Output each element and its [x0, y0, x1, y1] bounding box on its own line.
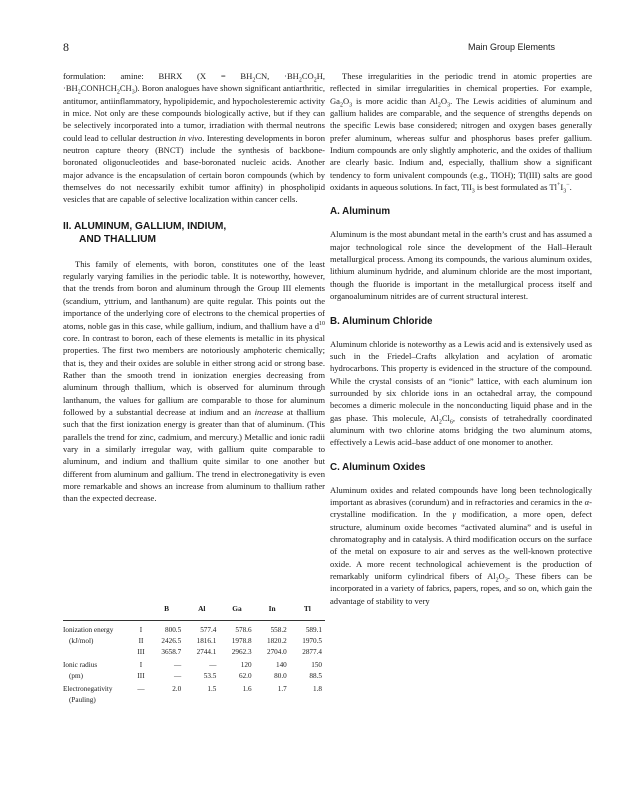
- paragraph-irregularities: These irregularities in the periodic trend in atomic properties are reflected in similar irregularities in chemical properties. For example, $Ga_2O_3$ is more acidic than $Al_2O_3$. The Lewis acidities of aluminum and gallium halides are comparable, and the sequence of strengths depends on the specific Lewis base considered; nitrogen and oxygen bases generally prefer aluminum, whereas sulfur and phosphorus bases prefer gallium. Indium compounds are only slightly amphoteric, and the oxides of thallium are clearly basic. Indium and, especially, thallium show a significant tendency to form univalent compounds (e.g., TlOH); Tl(III) salts are good oxidants in aqueous solutions. In fact, TlI$_3$ is best formulated as $Tl^+I_3^-$.: [330, 71, 592, 195]
- paragraph-aluminum-chloride: Aluminum chloride is noteworthy as a Lewis acid and is extensively used as such in the Friedel–Crafts alkylation and acylation of aromatic hydrocarbons. This property is evidenced in the structure of the compound. While the crystal consists of an “ionic” lattice, with each aluminum ion surrounded by six chloride ions in an octahedral array, the compound becomes a dimeric molecule in the nonconducting liquid phase and in the gas phase. This molecule, $Al_2Cl_6$, consists of tetrahedrally coordinated aluminum with two chlorine atoms bridging the two aluminum atoms, effectively a Lewis acid–base adduct of one monomer to another.: [330, 338, 592, 448]
- table-row: Ionization energy I 800.5 577.4 578.6 558.2 589.1: [63, 621, 325, 637]
- table-row: (kJ/mol) II 2426.5 1816.1 1978.8 1820.2 1970.5: [69, 637, 322, 645]
- page-number: 8: [63, 40, 69, 54]
- section-heading-aluminum: A. Aluminum: [330, 206, 391, 218]
- table-row: (pm) III — 53.5 62.0 80.0 88.5: [69, 672, 322, 680]
- properties-table: [63, 603, 325, 706]
- table-header-row: B Al Ga In Tl: [164, 604, 311, 613]
- paragraph-boron-formulation: formulation: amine: BHRX ($X = BH_2CN$, $\cdot BH_2CO_2H$, $\cdot BH_2CONHCH_2CH_3$). Boron analogues have shown significant antiarthritic, antitumor, antiinflammatory, hypolipidemic, and hypocholesteremic activity in mice. Not only are these compounds biologically active, but if they can be selectively incorporated into a tumor, irradiation with thermal neutrons could lead to cellular destruction in vivo. Interesting developments in boron neutron capture theory (BNCT) include the synthesis of backbone-boronated oligonucleotides and base-boronated nucleic acids. Another major advance is the encapsulation of certain boron compounds (which by themselves do not necessarily exhibit tumor affinity) in phospholipid vesicles that are capable of selective localization within cancer cells.: [63, 71, 326, 205]
- running-head: Main Group Elements: [467, 42, 555, 52]
- table-row: III 3658.7 2744.1 2962.3 2704.0 2877.4: [137, 648, 322, 656]
- left-column: [63, 70, 325, 505]
- right-column: [330, 70, 592, 607]
- section-heading-aluminum-oxides: C. Aluminum Oxides: [330, 461, 426, 473]
- paragraph-aluminum: Aluminum is the most abundant metal in the earth’s crust and has assumed a major technological role since the development of the Hall–Herault metallurgical process. Among its compounds, the various aluminum oxides, lithium aluminum hydride, and aluminum chloride are the most important, though the fluoride is important in the metallurgical process itself and organoaluminum nitrides are of current structural interest.: [330, 229, 592, 302]
- section-heading-aluminum-chloride: B. Aluminum Chloride: [330, 315, 433, 327]
- section-heading-ii: II. ALUMINUM, GALLIUM, INDIUM, AND THALLIUM: [63, 220, 227, 245]
- paragraph-aluminum-oxides: Aluminum oxides and related compounds have long been technologically important as abrasives (corundum) and in refractories and ceramics in the α-crystalline modification. In the γ modification, a more open, defect structure, aluminum oxide becomes “activated alumina” and is useful in chromatography and in catalysis. A third modification occurs on the surface of the metal on exposure to air and serves as the well-known protective oxide. A more recent technological achievement is the production of remarkably uniform cylindrical fibers of $Al_2O_3$. These fibers can be incorporated in a variety of fabrics, papers, ropes, and so on, which gain the advantage of stability to very: [330, 484, 592, 606]
- table-row: (Pauling): [69, 696, 96, 704]
- table-row: Ionic radius I — — 120 140 150: [63, 661, 322, 669]
- paragraph-group-iii-family: This family of elements, with boron, constitutes one of the least regularly varying families in the periodic table. It is noteworthy, however, that the trends from boron and aluminum through the Group III elements (scandium, yttrium, and lanthanum) are quite regular. This points out the importance of the underlying core of electrons to the chemical properties of atoms, noble gas in this case, while gallium, indium, and thallium have a $d^{10}$ core. In contrast to boron, each of these elements is metallic in its physical properties. The first two members are notoriously amphoteric chemically; that is, they and their oxides are soluble in either strong acid or strong base. Rather than the smooth trend in ionization energies decreasing from aluminum through thallium, which is observed for aluminum through lanthanum, the values for gallium are comparable to those for aluminum followed by a substantial decrease at indium and an increase at thallium such that the first ionization energy is greater than that of aluminum. (This parallels the trend for zinc, cadmium, and mercury.) Metallic and ionic radii vary in a similarly irregular way, with gallium quite comparable to aluminum, and indium and thallium quite similar to one another but different from aluminum and gallium. The trend in electronegativity is even more remarkable and shows an increase from aluminum to thallium rather than the expected decrease.: [63, 258, 326, 504]
- table-row: Electronegativity — 2.0 1.5 1.6 1.7 1.8: [63, 685, 322, 693]
